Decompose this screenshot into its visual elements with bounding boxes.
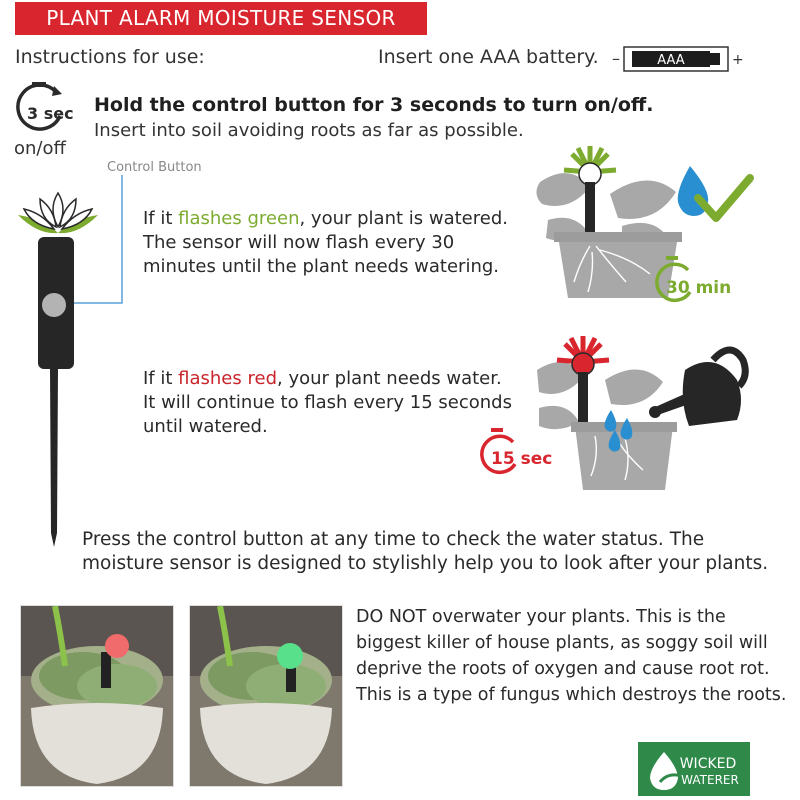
- wicked-waterer-logo: [638, 742, 750, 796]
- timer-15sec-value: 15 sec: [491, 449, 553, 469]
- logo-line1: WICKED: [679, 756, 737, 772]
- green-section-text: [143, 207, 508, 279]
- green-line2: The sensor will now flash every 30: [143, 232, 455, 253]
- warning-line4: This is a type of fungus which destroys the roots.: [356, 685, 787, 705]
- red-line3: until watered.: [143, 416, 268, 437]
- battery-icon: [610, 42, 750, 76]
- press-line1: Press the control button at any time to check the water status. The: [82, 529, 705, 550]
- battery-minus: –: [612, 49, 620, 68]
- photo-green-flash: [189, 605, 343, 787]
- watered-plant-illustration: [530, 142, 785, 312]
- press-paragraph: [82, 528, 782, 576]
- logo-line2: WATERER: [681, 773, 739, 787]
- timer-3sec-value: 3 sec: [27, 104, 74, 123]
- sensor-stake-illustration: [10, 175, 140, 555]
- green-line3: minutes until the plant needs watering.: [143, 256, 500, 277]
- green-suffix: , your plant is watered.: [299, 208, 508, 229]
- timer-3sec-label: on/off: [14, 138, 66, 159]
- warning-line3: deprive the roots of oxygen and cause root rot.: [356, 659, 770, 679]
- battery-cell-label: AAA: [657, 53, 685, 68]
- instructions-label: Instructions for use:: [15, 46, 205, 68]
- title-banner: PLANT ALARM MOISTURE SENSOR: [15, 2, 427, 35]
- control-button-label: Control Button: [107, 160, 202, 175]
- insert-instruction: Insert into soil avoiding roots as far as possible.: [94, 120, 524, 141]
- warning-line2: biggest killer of house plants, as soggy soil will: [356, 633, 768, 653]
- green-prefix: If it: [143, 208, 179, 229]
- needs-water-plant-illustration: [475, 330, 785, 500]
- hold-instruction: Hold the control button for 3 seconds to turn on/off.: [94, 94, 654, 116]
- red-section-text: [143, 367, 512, 439]
- red-line2: It will continue to flash every 15 seconds: [143, 392, 512, 413]
- battery-instruction: Insert one AAA battery.: [378, 46, 599, 68]
- red-highlight: flashes red: [178, 368, 277, 389]
- red-prefix: If it: [143, 368, 179, 389]
- timer-3sec-icon: [14, 80, 76, 136]
- control-button: [42, 293, 66, 317]
- green-highlight: flashes green: [178, 208, 300, 229]
- battery-plus: +: [732, 52, 744, 68]
- timer-30min-value: 30 min: [666, 278, 732, 298]
- red-suffix: , your plant needs water.: [277, 368, 502, 389]
- press-line2: moisture sensor is designed to stylishly help you to look after your plants.: [82, 553, 769, 574]
- warning-line1: DO NOT overwater your plants. This is the: [356, 607, 726, 627]
- warning-paragraph: [356, 604, 796, 708]
- photo-red-flash: [20, 605, 174, 787]
